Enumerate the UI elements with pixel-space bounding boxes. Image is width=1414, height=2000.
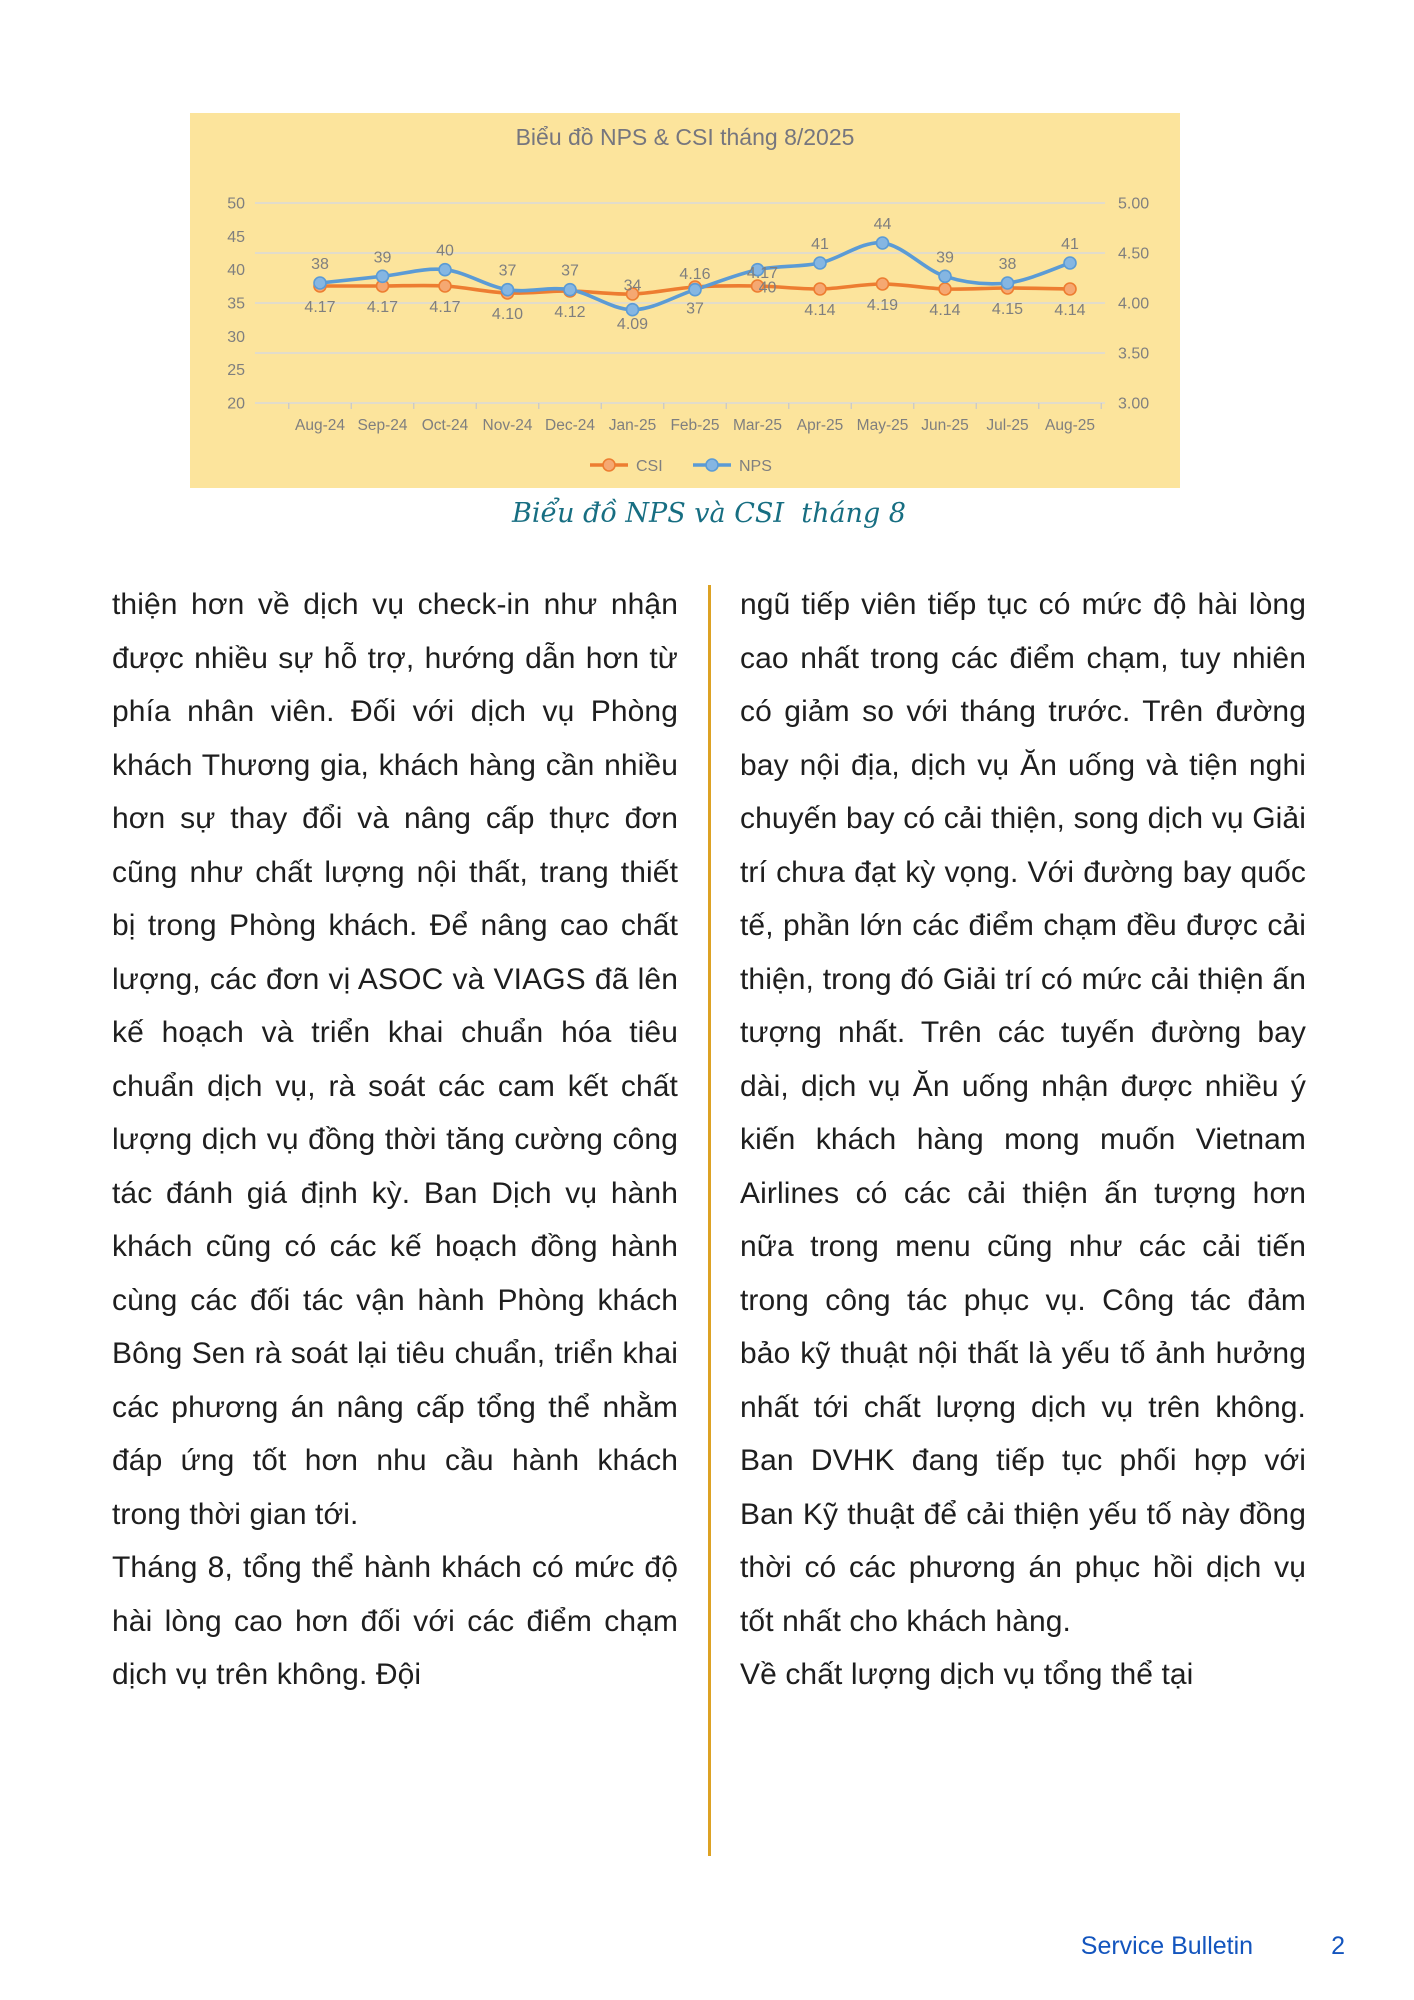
svg-text:30: 30 (227, 328, 245, 346)
svg-text:3.00: 3.00 (1118, 395, 1150, 413)
footer-title: Service Bulletin (1080, 1932, 1254, 1960)
svg-text:4.14: 4.14 (929, 302, 961, 319)
svg-text:37: 37 (686, 300, 704, 318)
svg-text:5.00: 5.00 (1118, 195, 1150, 213)
svg-text:41: 41 (1061, 236, 1079, 253)
nps-csi-chart (190, 113, 1180, 488)
svg-text:4.17: 4.17 (429, 299, 461, 316)
svg-text:Apr-25: Apr-25 (796, 417, 844, 434)
svg-text:38: 38 (311, 256, 329, 273)
svg-text:CSI: CSI (636, 458, 663, 475)
svg-text:4.17: 4.17 (366, 299, 399, 316)
svg-text:4.17: 4.17 (304, 299, 336, 316)
svg-text:37: 37 (498, 262, 517, 280)
svg-text:4.09: 4.09 (616, 316, 649, 333)
svg-text:4.19: 4.19 (866, 297, 899, 314)
svg-text:25: 25 (227, 362, 245, 380)
svg-text:39: 39 (373, 249, 392, 267)
chart-caption: Biểu đồ NPS và CSI tháng 8 (511, 498, 906, 529)
svg-text:50: 50 (227, 195, 245, 213)
svg-text:41: 41 (811, 236, 829, 253)
svg-text:3.50: 3.50 (1118, 345, 1150, 363)
svg-text:40: 40 (758, 279, 777, 297)
svg-text:20: 20 (227, 395, 245, 413)
chart-canvas (190, 113, 1180, 488)
svg-text:Feb-25: Feb-25 (670, 417, 720, 434)
svg-text:4.12: 4.12 (554, 304, 586, 321)
body-right-column (740, 578, 1306, 1702)
svg-text:Mar-25: Mar-25 (732, 417, 783, 434)
column-divider (708, 585, 711, 1856)
svg-text:Nov-24: Nov-24 (482, 417, 533, 434)
svg-text:38: 38 (998, 256, 1017, 273)
svg-text:4.10: 4.10 (491, 306, 524, 323)
svg-text:35: 35 (227, 295, 245, 313)
svg-text:39: 39 (936, 249, 954, 267)
svg-text:44: 44 (873, 216, 892, 233)
svg-text:37: 37 (561, 262, 579, 280)
svg-text:34: 34 (623, 277, 642, 295)
svg-text:Aug-24: Aug-24 (295, 417, 345, 434)
svg-text:4.16: 4.16 (679, 266, 711, 283)
svg-text:4.50: 4.50 (1118, 245, 1150, 263)
svg-text:Aug-25: Aug-25 (1045, 417, 1095, 434)
svg-text:Oct-24: Oct-24 (421, 417, 469, 434)
svg-text:45: 45 (227, 228, 245, 246)
svg-text:Jun-25: Jun-25 (921, 417, 969, 434)
svg-text:4.14: 4.14 (1054, 302, 1086, 319)
page-footer (1081, 1932, 1345, 1961)
svg-text:May-25: May-25 (856, 417, 909, 434)
paragraph: Tháng 8, tổng thể hành khách có mức độ hài lòng cao hơn đối với các điểm chạm dịch vụ trên không. Đội (112, 1551, 678, 1691)
svg-text:40: 40 (436, 242, 454, 260)
svg-text:Dec-24: Dec-24 (545, 417, 595, 434)
svg-text:Jul-25: Jul-25 (986, 417, 1029, 434)
svg-text:4.14: 4.14 (804, 302, 836, 319)
svg-text:40: 40 (227, 262, 245, 280)
page-number: 2 (1331, 1932, 1345, 1960)
paragraph: thiện hơn về dịch vụ check-in như nhận được nhiều sự hỗ trợ, hướng dẫn hơn từ phía nhân viên. Đối với dịch vụ Phòng khách Thương gia, khách hàng cần nhiều hơn sự thay đổi và nâng cấp thực đơn cũng như chất lượng nội thất, trang thiết bị trong Phòng khách. Để nâng cao chất lượng, các đơn vị ASOC và VIAGS đã lên kế hoạch và triển khai chuẩn hóa tiêu chuẩn dịch vụ, rà soát các cam kết chất lượng dịch vụ đồng thời tăng cường công tác đánh giá định kỳ. Ban Dịch vụ hành khách cũng có các kế hoạch đồng hành cùng các đối tác vận hành Phòng khách Bông Sen rà soát lại tiêu chuẩn, triển khai các phương án nâng cấp tổng thể nhằm đáp ứng tốt hơn nhu cầu hành khách trong thời gian tới. (112, 588, 678, 1531)
svg-text:4.00: 4.00 (1118, 295, 1150, 313)
paragraph: ngũ tiếp viên tiếp tục có mức độ hài lòng cao nhất trong các điểm chạm, tuy nhiên có giảm so với tháng trước. Trên đường bay nội địa, dịch vụ Ăn uống và tiện nghi chuyến bay có cải thiện, song dịch vụ Giải trí chưa đạt kỳ vọng. Với đường bay quốc tế, phần lớn các điểm chạm đều được cải thiện, trong đó Giải trí có mức cải thiện ấn tượng nhất. Trên các tuyến đường bay dài, dịch vụ Ăn uống nhận được nhiều ý kiến khách hàng mong muốn Vietnam Airlines có các cải thiện ấn tượng hơn nữa trong menu cũng như các cải tiến trong công tác phục vụ. Công tác đảm bảo kỹ thuật nội thất là yếu tố ảnh hưởng nhất tới chất lượng dịch vụ trên không. Ban DVHK đang tiếp tục phối hợp với Ban Kỹ thuật để cải thiện yếu tố này đồng thời có các phương án phục hồi dịch vụ tốt nhất cho khách hàng. (740, 588, 1306, 1638)
paragraph: Về chất lượng dịch vụ tổng thể tại (740, 1658, 1194, 1691)
body-left-column (112, 578, 678, 1702)
svg-text:NPS: NPS (739, 458, 772, 475)
svg-text:4.17: 4.17 (746, 265, 779, 282)
svg-text:Jan-25: Jan-25 (608, 417, 657, 434)
svg-text:Biểu đồ NPS & CSI tháng 8/2025: Biểu đồ NPS & CSI tháng 8/2025 (515, 124, 855, 150)
svg-text:4.15: 4.15 (991, 301, 1024, 318)
svg-text:Sep-24: Sep-24 (357, 417, 408, 434)
